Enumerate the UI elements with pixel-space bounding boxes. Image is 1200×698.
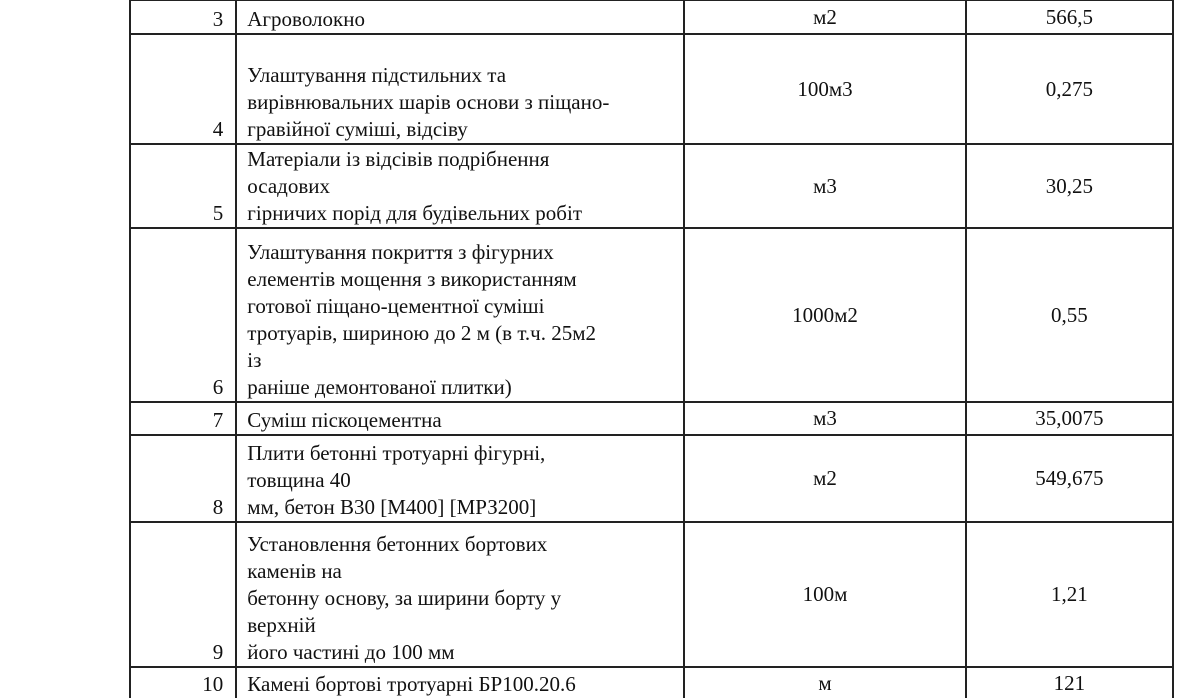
- unit-of-measure: 100м: [684, 522, 965, 667]
- work-description: [236, 435, 684, 522]
- table-row: [130, 228, 1173, 402]
- table-row: [130, 667, 1173, 698]
- description-line: його частині до 100 мм: [247, 640, 455, 664]
- description-line: [247, 35, 683, 62]
- description-line: готової піщано-цементної суміші: [247, 294, 545, 318]
- row-number: 4: [130, 34, 236, 144]
- description-line: осадових: [247, 174, 331, 198]
- quantity: 566,5: [966, 0, 1173, 34]
- table-body: [130, 0, 1173, 698]
- work-description: [236, 144, 684, 228]
- description-line: тротуарів, шириною до 2 м (в т.ч. 25м2: [247, 321, 597, 345]
- quantity: 30,25: [966, 144, 1173, 228]
- description-line: Улаштування підстильних та: [247, 63, 507, 87]
- description-line: мм, бетон В30 [М400] [МРЗ200]: [247, 495, 537, 519]
- quantity: 0,275: [966, 34, 1173, 144]
- table-row: [130, 435, 1173, 522]
- description-line: елементів мощення з використанням: [247, 267, 577, 291]
- unit-of-measure: м: [684, 667, 965, 698]
- row-number: 7: [130, 402, 236, 435]
- description-line: гравійної суміші, відсіву: [247, 117, 468, 141]
- description-line: раніше демонтованої плитки): [247, 375, 512, 399]
- work-description: [236, 667, 684, 698]
- description-line: бетонну основу, за ширини борту у: [247, 586, 562, 610]
- unit-of-measure: 100м3: [684, 34, 965, 144]
- table-row: [130, 0, 1173, 34]
- description-line: Агроволокно: [247, 7, 365, 31]
- description-line: товщина 40: [247, 468, 351, 492]
- materials-table: [129, 0, 1174, 698]
- quantity: 0,55: [966, 228, 1173, 402]
- work-description: [236, 0, 684, 34]
- description-line: гірничих порід для будівельних робіт: [247, 201, 582, 225]
- table-row: [130, 144, 1173, 228]
- row-number: 5: [130, 144, 236, 228]
- description-line: Суміш піскоцементна: [247, 408, 442, 432]
- description-line: Улаштування покриття з фігурних: [247, 240, 554, 264]
- work-description: [236, 522, 684, 667]
- description-line: Камені бортові тротуарні БР100.20.6: [247, 672, 576, 696]
- unit-of-measure: м2: [684, 435, 965, 522]
- row-number: 10: [130, 667, 236, 698]
- row-number: 6: [130, 228, 236, 402]
- description-line: із: [247, 348, 262, 372]
- unit-of-measure: 1000м2: [684, 228, 965, 402]
- work-description: [236, 228, 684, 402]
- description-line: верхній: [247, 613, 316, 637]
- description-line: каменів на: [247, 559, 342, 583]
- row-number: 8: [130, 435, 236, 522]
- row-number: 9: [130, 522, 236, 667]
- row-number: 3: [130, 0, 236, 34]
- quantity: 121: [966, 667, 1173, 698]
- description-line: вирівнювальних шарів основи з піщано-: [247, 90, 610, 114]
- table-row: [130, 402, 1173, 435]
- table-row: [130, 34, 1173, 144]
- description-line: Установлення бетонних бортових: [247, 532, 548, 556]
- work-description: [236, 402, 684, 435]
- unit-of-measure: м3: [684, 144, 965, 228]
- quantity: 549,675: [966, 435, 1173, 522]
- description-line: Плити бетонні тротуарні фігурні,: [247, 441, 546, 465]
- unit-of-measure: м3: [684, 402, 965, 435]
- quantity: 1,21: [966, 522, 1173, 667]
- description-line: Матеріали із відсівів подрібнення: [247, 147, 550, 171]
- unit-of-measure: м2: [684, 0, 965, 34]
- quantity: 35,0075: [966, 402, 1173, 435]
- work-description: [236, 34, 684, 144]
- table-row: [130, 522, 1173, 667]
